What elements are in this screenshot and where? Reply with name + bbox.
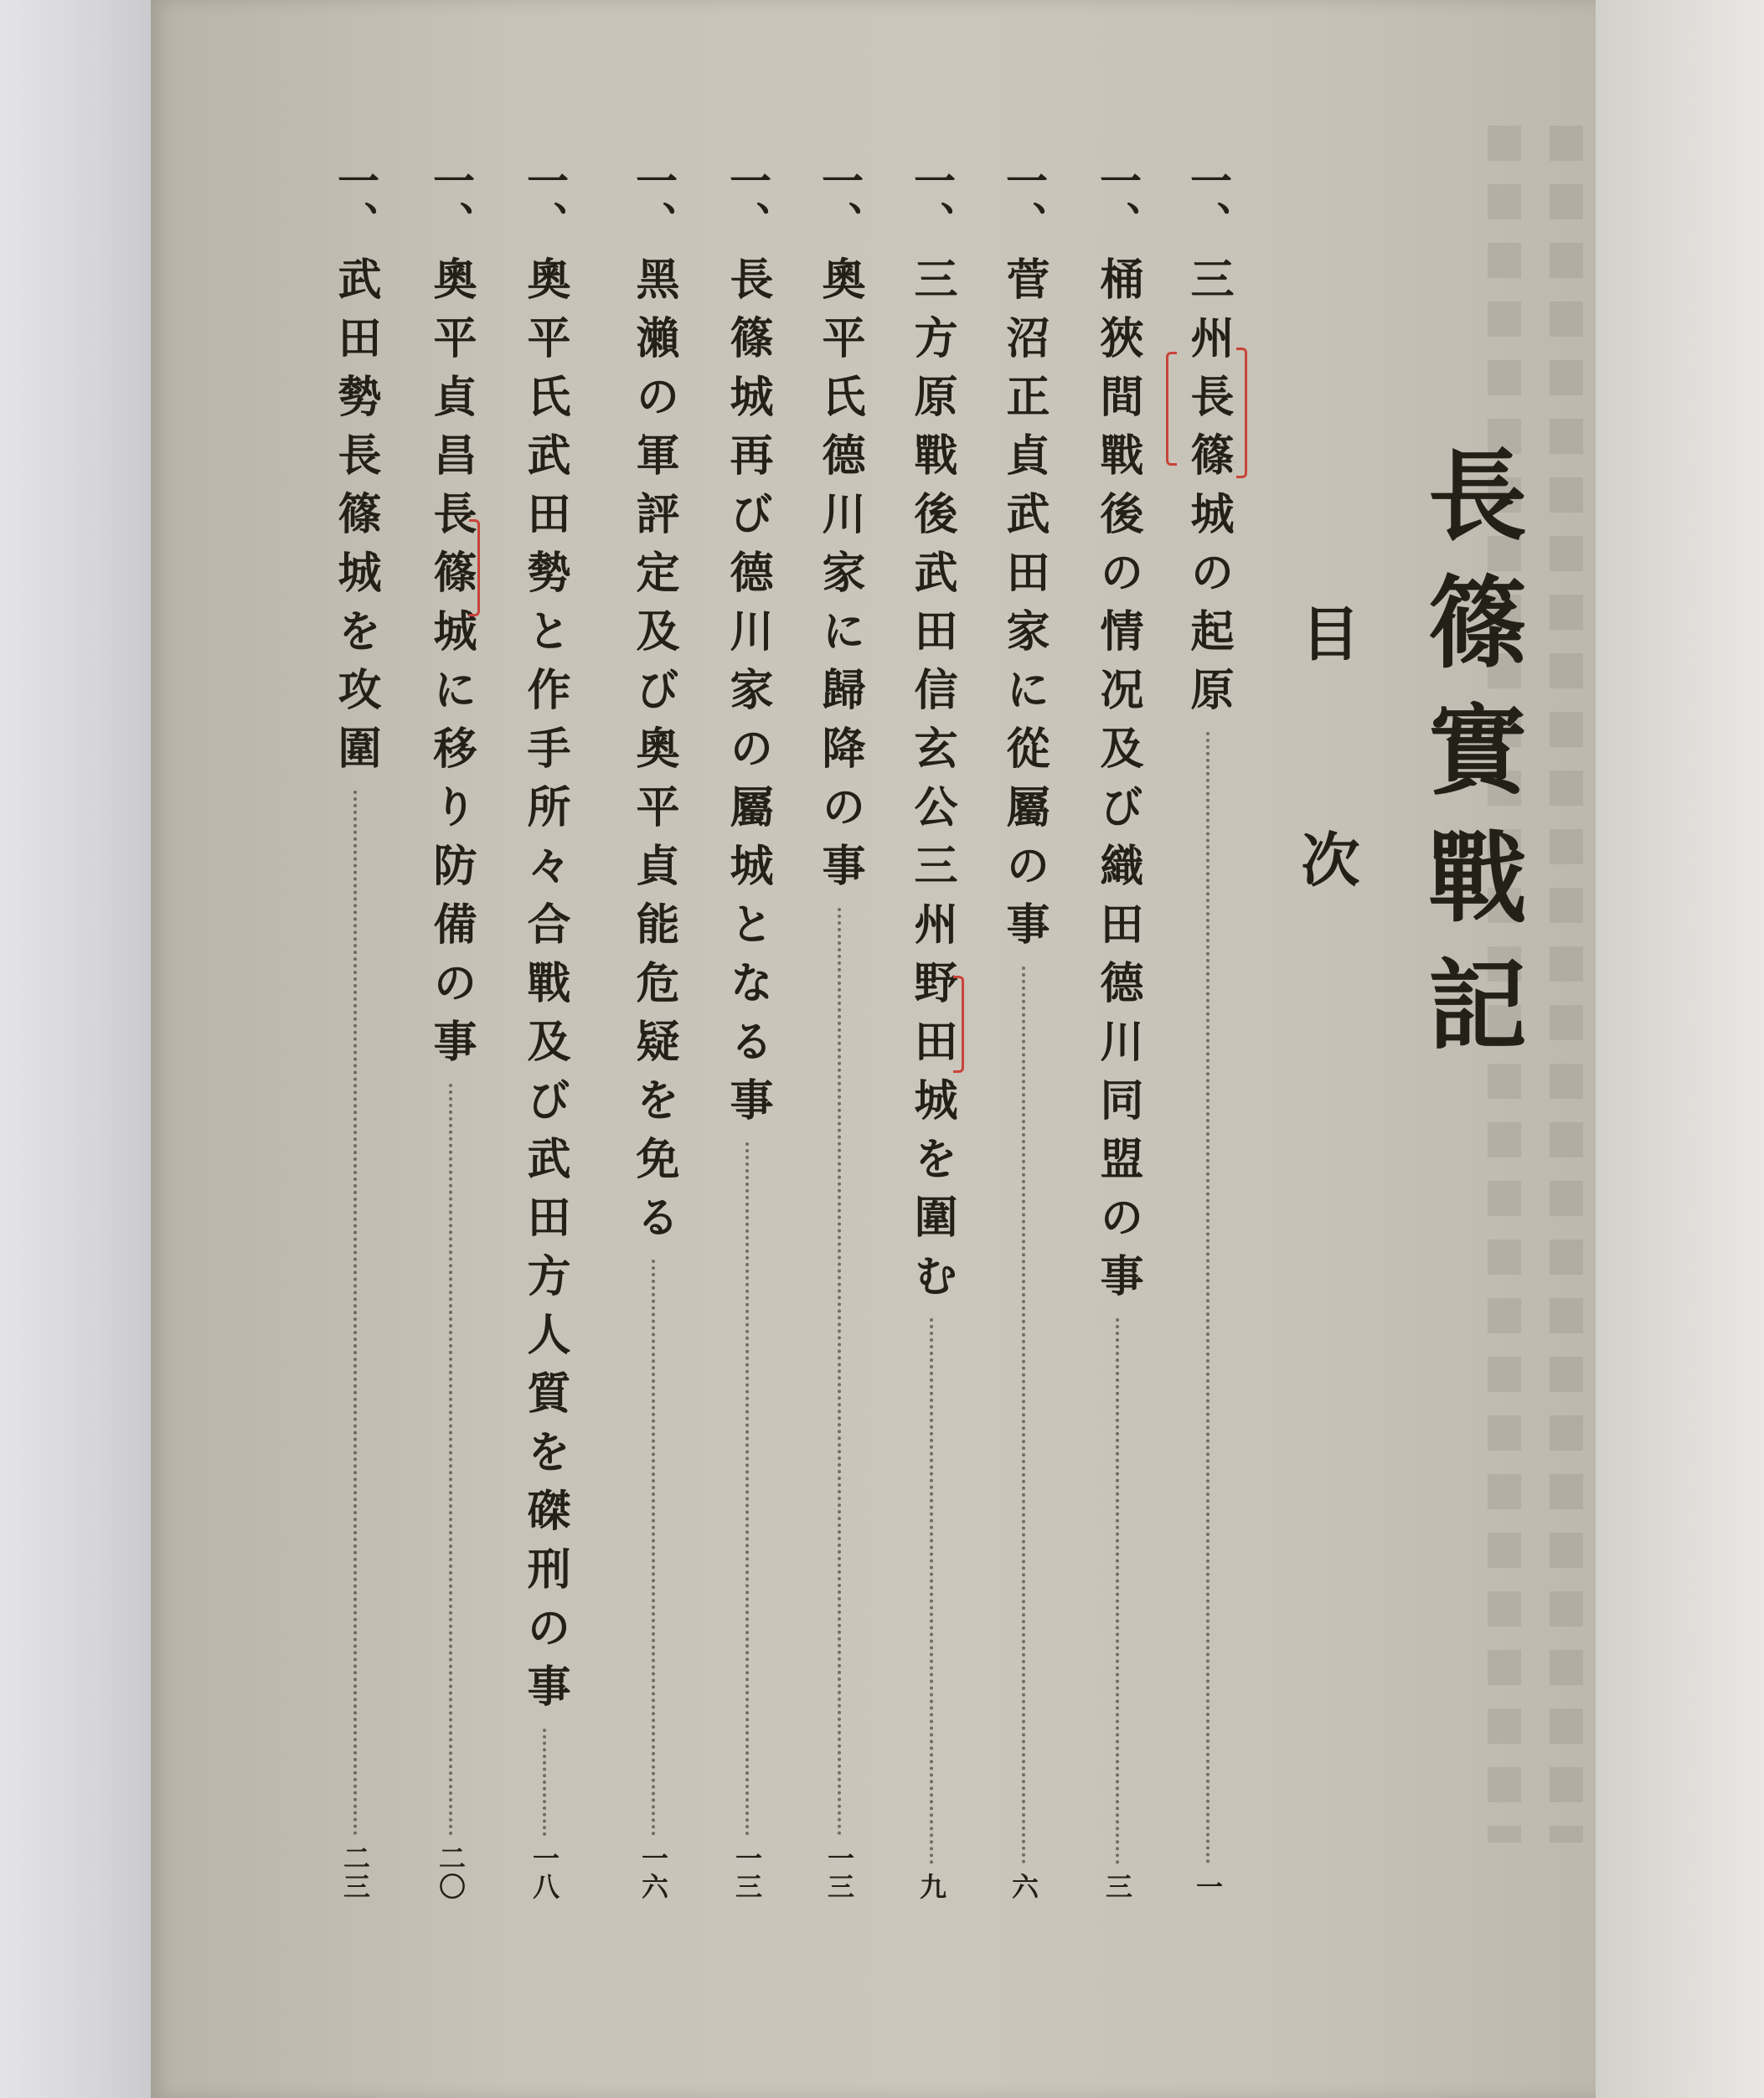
page-number: 一三 <box>823 1844 855 1901</box>
toc-entry <box>905 159 958 1901</box>
dotted-leader <box>543 1729 546 1836</box>
entry-bullet: 一、 <box>426 159 476 243</box>
entry-bullet: 一、 <box>331 159 380 243</box>
page-number: 一三 <box>731 1844 763 1901</box>
dotted-leader <box>652 1260 655 1836</box>
scan-left-margin <box>0 0 159 2098</box>
page-number: 二〇 <box>435 1844 467 1901</box>
book-title: 長篠實戰記 <box>1411 444 1528 1080</box>
entry-bullet: 一、 <box>999 159 1049 243</box>
entry-bullet: 一、 <box>520 159 570 243</box>
page-number: 一 <box>1192 1873 1224 1901</box>
page-number: 三 <box>1101 1873 1133 1901</box>
dotted-leader <box>1206 732 1210 1864</box>
toc-entry <box>328 159 382 1901</box>
red-pencil-mark <box>469 519 480 616</box>
entry-text: 桶狹間戰後の情况及び織田德川同盟の事 <box>1092 256 1143 1312</box>
toc-entry <box>627 159 680 1901</box>
entry-text: 奧平氏武田勢と作手所々合戰及び武田方人質を磔刑の事 <box>519 256 570 1722</box>
dotted-leader <box>930 1318 933 1864</box>
dotted-leader <box>745 1142 749 1836</box>
entry-text: 菅沼正貞武田家に從屬の事 <box>998 256 1050 960</box>
toc-entry <box>1181 159 1235 1901</box>
toc-heading: 目次 <box>1292 603 1361 1055</box>
entry-bullet: 一、 <box>907 159 957 243</box>
toc-entry <box>997 159 1050 1901</box>
dotted-leader <box>838 908 841 1836</box>
page-number: 六 <box>1008 1873 1039 1901</box>
entry-bullet: 一、 <box>1093 159 1142 243</box>
bleed-through-text <box>1550 126 1583 1843</box>
dotted-leader <box>1022 967 1025 1864</box>
entry-text: 武田勢長篠城を攻圍 <box>330 256 381 784</box>
red-pencil-mark <box>1236 348 1247 478</box>
dotted-leader <box>449 1084 452 1836</box>
facing-sheet <box>1596 0 1764 2098</box>
entry-bullet: 一、 <box>723 159 772 243</box>
page-number: 一六 <box>637 1844 669 1901</box>
dotted-leader <box>1116 1318 1119 1864</box>
dotted-leader <box>353 791 357 1836</box>
entry-text: 黑瀨の軍評定及び奧平貞能危疑を免る <box>628 256 679 1253</box>
entry-text: 奧平貞昌長篠城に移り防備の事 <box>426 256 477 1077</box>
red-pencil-mark <box>1166 352 1177 466</box>
entry-text: 奧平氏德川家に歸降の事 <box>814 256 865 901</box>
entry-bullet: 一、 <box>815 159 864 243</box>
toc-entry <box>720 159 774 1901</box>
entry-text: 長篠城再び德川家の屬城となる事 <box>722 256 773 1136</box>
page-number: 一八 <box>529 1844 560 1901</box>
page-number: 九 <box>916 1873 947 1901</box>
page-number: 二三 <box>339 1844 371 1901</box>
entry-bullet: 一、 <box>1184 159 1233 243</box>
entry-text: 三方原戰後武田信玄公三州野田城を圍む <box>906 256 957 1312</box>
entry-text: 三州長篠城の起原 <box>1183 256 1234 725</box>
toc-entry <box>812 159 866 1901</box>
toc-entry <box>424 159 477 1901</box>
toc-entry <box>1091 159 1144 1901</box>
toc-entry <box>518 159 571 1901</box>
red-pencil-mark <box>953 976 964 1073</box>
entry-bullet: 一、 <box>629 159 678 243</box>
